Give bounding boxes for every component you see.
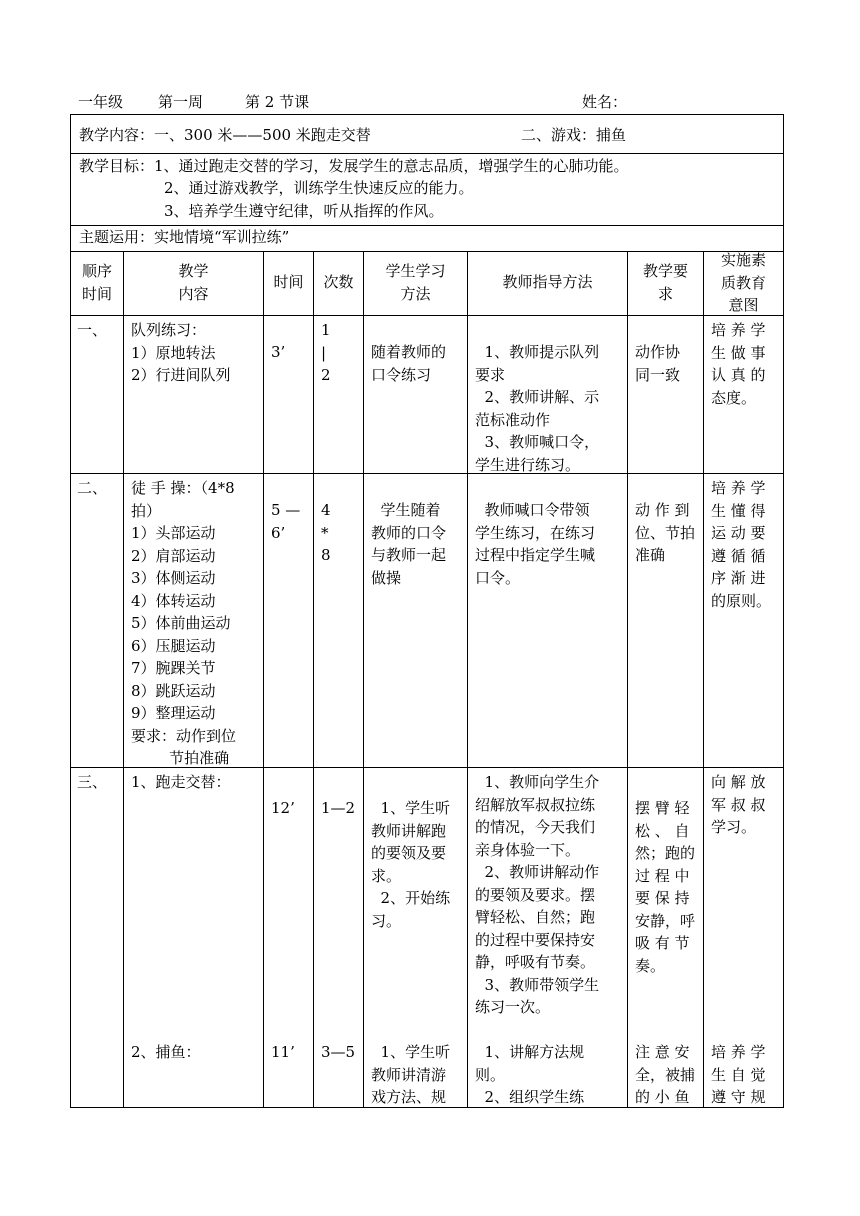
row1-time: 3’ <box>271 343 286 361</box>
row3-time: 12’ <box>271 799 295 817</box>
row2-requirement: 动 作 到 位、节拍 准确 <box>635 501 696 564</box>
row1-content: 队列练习： 1）原地转法 2）行进间队列 <box>131 321 231 384</box>
row2-count: 4 * 8 <box>321 501 331 564</box>
col-header-requirement: 教学要 求 <box>642 262 688 303</box>
row1-teacher-method: 1、教师提示队列 要求 2、教师讲解、示 范标准动作 3、教师喊口令， 学生进行练习。 <box>475 343 600 474</box>
col-header-student-method: 学生学习 方法 <box>385 262 446 303</box>
row4-time: 11’ <box>271 1043 295 1061</box>
lesson-plan-table <box>70 114 784 1108</box>
row-divider <box>71 153 783 154</box>
col-header-content: 教学 内容 <box>178 262 209 303</box>
col-header-teacher-method: 教师指导方法 <box>502 273 593 291</box>
row4-intent: 培 养 学 生 自 觉 遵 守 规 <box>711 1043 766 1106</box>
col-header-time: 时间 <box>273 273 304 291</box>
row3-student-method: 1、学生听 教师讲解跑 的要领及要 求。 2、开始练 习。 <box>371 799 451 930</box>
col-divider <box>313 251 314 1107</box>
row-divider <box>71 251 783 252</box>
row4-requirement: 注 意 安 全，被捕 的 小 鱼 <box>635 1043 696 1106</box>
row1-count: 1 | 2 <box>321 321 331 384</box>
game-content-label: 二、游戏：捕鱼 <box>521 126 627 144</box>
grade-label: 一年级 <box>78 93 124 111</box>
col-divider <box>467 251 468 1107</box>
row3-intent: 向 解 放 军 叔 叔 学习。 <box>711 773 766 836</box>
row-divider <box>71 473 783 474</box>
row1-order: 一、 <box>77 321 108 339</box>
row1-student-method: 随着教师的 口令练习 <box>371 343 447 384</box>
col-divider <box>363 251 364 1107</box>
row1-requirement: 动作协 同一致 <box>635 343 681 384</box>
col-divider <box>703 251 704 1107</box>
col-divider <box>263 251 264 1107</box>
row2-content: 徒 手 操：（4*8 拍） 1）头部运动 2）肩部运动 3）体侧运动 4）体转运动 5）体前曲运动 6）压腿运动 7）腕踝关节 8）跳跃运动 9）整理运动 要求：动作到位 节拍准确 <box>131 479 237 767</box>
row1-intent: 培 养 学 生 做 事 认 真 的 态度。 <box>711 321 766 407</box>
row4-teacher-method: 1、讲解方法规 则。 2、组织学生练 <box>475 1043 585 1106</box>
row3-teacher-method: 1、教师向学生介 绍解放军叔叔拉练 的情况，今天我们 亲身体验一下。 2、教师讲解动作 的要领及要求。摆 臂轻松、自然；跑 的过程中要保持安 静，呼吸有节奏。 3、教师带领学生 练习一次。 <box>475 773 600 1016</box>
row2-teacher-method: 教师喊口令带领 学生练习，在练习 过程中指定学生喊 口令。 <box>475 501 596 587</box>
row4-count: 3—5 <box>321 1043 356 1061</box>
col-header-order: 顺序 时间 <box>81 262 112 303</box>
teaching-content-label: 教学内容：一、300 米——500 米跑走交替 <box>79 126 371 144</box>
row4-content: 2、捕鱼： <box>131 1043 201 1061</box>
col-header-count: 次数 <box>323 273 354 291</box>
theme-label: 主题运用：实地情境“军训拉练” <box>79 228 290 246</box>
name-label: 姓名： <box>582 93 628 111</box>
row3-order: 三、 <box>77 773 108 791</box>
week-label: 第一周 <box>158 93 204 111</box>
row3-count: 1—2 <box>321 799 356 817</box>
row4-student-method: 1、学生听 教师讲清游 戏方法、规 <box>371 1043 451 1106</box>
goal-line-1: 教学目标：1、通过跑走交替的学习，发展学生的意志品质，增强学生的心肺功能。 <box>79 157 629 175</box>
col-header-intent: 实施素 质教育 意图 <box>720 251 766 314</box>
col-divider <box>123 251 124 1107</box>
row3-requirement: 摆 臂 轻 松 、 自 然；跑的 过 程 中 要 保 持 安静，呼 吸 有 节 奏。 <box>635 799 696 975</box>
col-divider <box>627 251 628 1107</box>
goal-line-3: 3、培养学生遵守纪律，听从指挥的作风。 <box>164 202 444 220</box>
row2-intent: 培 养 学 生 懂 得 运 动 要 遵 循 循 序 渐 进 的原则。 <box>711 479 772 610</box>
row3-content: 1、跑走交替： <box>131 773 231 791</box>
row2-time: 5 — 6’ <box>271 501 301 542</box>
lesson-label: 第 2 节课 <box>245 93 310 111</box>
goal-line-2: 2、通过游戏教学，训练学生快速反应的能力。 <box>164 179 474 197</box>
row2-student-method: 学生随着 教师的口令 与教师一起 做操 <box>371 501 447 587</box>
row2-order: 二、 <box>77 479 108 497</box>
row-divider <box>71 315 783 316</box>
